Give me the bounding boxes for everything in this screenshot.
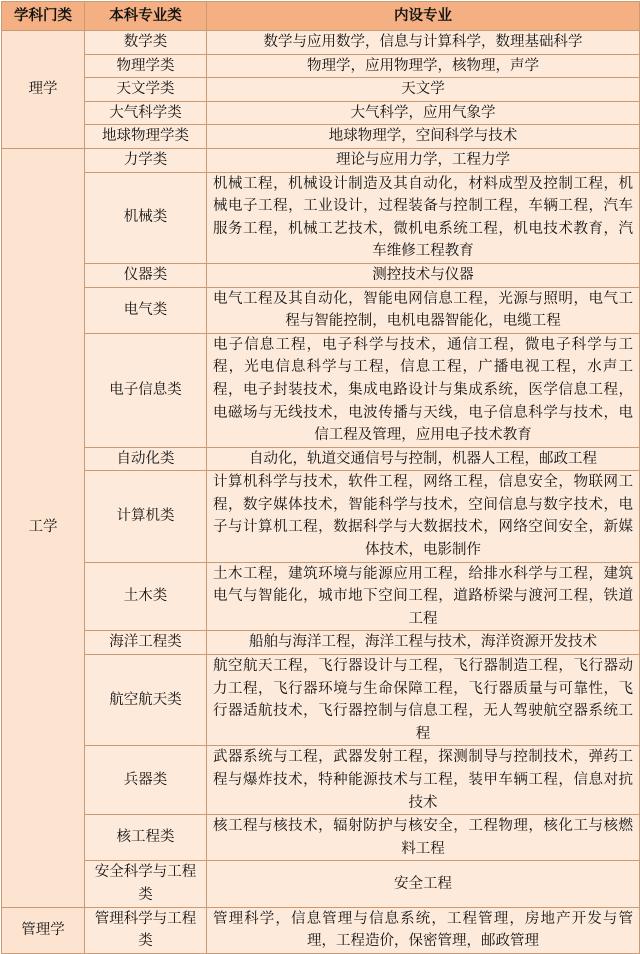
table-row — [2, 631, 640, 655]
majors-cell: 管理科学，信息管理与信息系统，工程管理，房地产开发与管理，工程造价，保密管理，邮政管理 — [207, 907, 640, 953]
major-class-cell: 数学类 — [85, 31, 207, 55]
majors-cell: 土木工程，建筑环境与能源应用工程，给排水科学与工程，建筑电气与智能化，城市地下空间工程，道路桥梁与渡河工程，铁道工程 — [207, 562, 640, 631]
majors-cell: 大气科学，应用气象学 — [207, 101, 640, 125]
major-class-cell: 天文学类 — [85, 78, 207, 102]
table-row — [2, 471, 640, 562]
table-row — [2, 562, 640, 631]
majors-cell: 核工程与核技术，辐射防护与核安全，工程物理，核化工与核燃料工程 — [207, 815, 640, 861]
majors-cell: 安全工程 — [207, 861, 640, 907]
major-class-cell: 地球物理学类 — [85, 125, 207, 149]
table-row — [2, 263, 640, 287]
major-class-cell: 管理科学与工程类 — [85, 907, 207, 953]
table-row — [2, 125, 640, 149]
major-class-cell: 机械类 — [85, 172, 207, 263]
majors-cell: 地球物理学，空间科学与技术 — [207, 125, 640, 149]
header-row — [2, 2, 640, 31]
majors-cell: 物理学，应用物理学，核物理，声学 — [207, 54, 640, 78]
major-catalog-table — [1, 1, 640, 954]
major-class-cell: 兵器类 — [85, 746, 207, 815]
majors-cell: 电气工程及其自动化，智能电网信息工程，光源与照明，电气工程与智能控制，电机电器智能化，电缆工程 — [207, 287, 640, 333]
table-row — [2, 31, 640, 55]
header-majors: 内设专业 — [207, 2, 640, 31]
majors-cell: 机械工程，机械设计制造及其自动化，材料成型及控制工程，机械电子工程，工业设计，过程装备与控制工程，车辆工程，汽车服务工程，机械工艺技术，微机电系统工程，机电技术教育，汽车维修工程教育 — [207, 172, 640, 263]
major-class-cell: 大气科学类 — [85, 101, 207, 125]
header-major-class: 本科专业类 — [85, 2, 207, 31]
major-class-cell: 航空航天类 — [85, 655, 207, 746]
discipline-cell: 工学 — [2, 148, 85, 907]
major-class-cell: 核工程类 — [85, 815, 207, 861]
major-class-cell: 仪器类 — [85, 263, 207, 287]
major-class-cell: 物理学类 — [85, 54, 207, 78]
major-class-cell: 电气类 — [85, 287, 207, 333]
table-row — [2, 287, 640, 333]
majors-cell: 理论与应用力学，工程力学 — [207, 148, 640, 172]
table-row — [2, 333, 640, 447]
table-row — [2, 78, 640, 102]
table-row — [2, 655, 640, 746]
major-class-cell: 自动化类 — [85, 447, 207, 471]
table-row — [2, 148, 640, 172]
table-row — [2, 101, 640, 125]
discipline-cell: 管理学 — [2, 907, 85, 953]
majors-cell: 武器系统与工程，武器发射工程，探测制导与控制技术，弹药工程与爆炸技术，特种能源技术与工程，装甲车辆工程，信息对抗技术 — [207, 746, 640, 815]
table-body — [2, 31, 640, 954]
header-discipline: 学科门类 — [2, 2, 85, 31]
major-class-cell: 电子信息类 — [85, 333, 207, 447]
discipline-cell: 理学 — [2, 31, 85, 149]
major-class-cell: 计算机类 — [85, 471, 207, 562]
table-row — [2, 861, 640, 907]
majors-cell: 计算机科学与技术，软件工程，网络工程，信息安全，物联网工程，数字媒体技术，智能科学与技术，空间信息与数字技术，电子与计算机工程，数据科学与大数据技术，网络空间安全，新媒体技术，电影制作 — [207, 471, 640, 562]
table-row — [2, 172, 640, 263]
major-class-cell: 土木类 — [85, 562, 207, 631]
majors-cell: 航空航天工程，飞行器设计与工程，飞行器制造工程，飞行器动力工程，飞行器环境与生命保障工程，飞行器质量与可靠性，飞行器适航技术，飞行器控制与信息工程，无人驾驶航空器系统工程 — [207, 655, 640, 746]
majors-cell: 船舶与海洋工程，海洋工程与技术，海洋资源开发技术 — [207, 631, 640, 655]
major-class-cell: 海洋工程类 — [85, 631, 207, 655]
majors-cell: 数学与应用数学，信息与计算科学，数理基础科学 — [207, 31, 640, 55]
major-class-cell: 安全科学与工程类 — [85, 861, 207, 907]
table-row — [2, 54, 640, 78]
table-row — [2, 907, 640, 953]
majors-cell: 自动化，轨道交通信号与控制，机器人工程，邮政工程 — [207, 447, 640, 471]
table-row — [2, 815, 640, 861]
major-class-cell: 力学类 — [85, 148, 207, 172]
table-row — [2, 447, 640, 471]
majors-cell: 电子信息工程，电子科学与技术，通信工程，微电子科学与工程，光电信息科学与工程，信息工程，广播电视工程，水声工程，电子封装技术，集成电路设计与集成系统，医学信息工程，电磁场与无线技术，电波传播与天线，电子信息科学与技术，电信工程及管理，应用电子技术教育 — [207, 333, 640, 447]
majors-cell: 测控技术与仪器 — [207, 263, 640, 287]
majors-cell: 天文学 — [207, 78, 640, 102]
table-row — [2, 746, 640, 815]
